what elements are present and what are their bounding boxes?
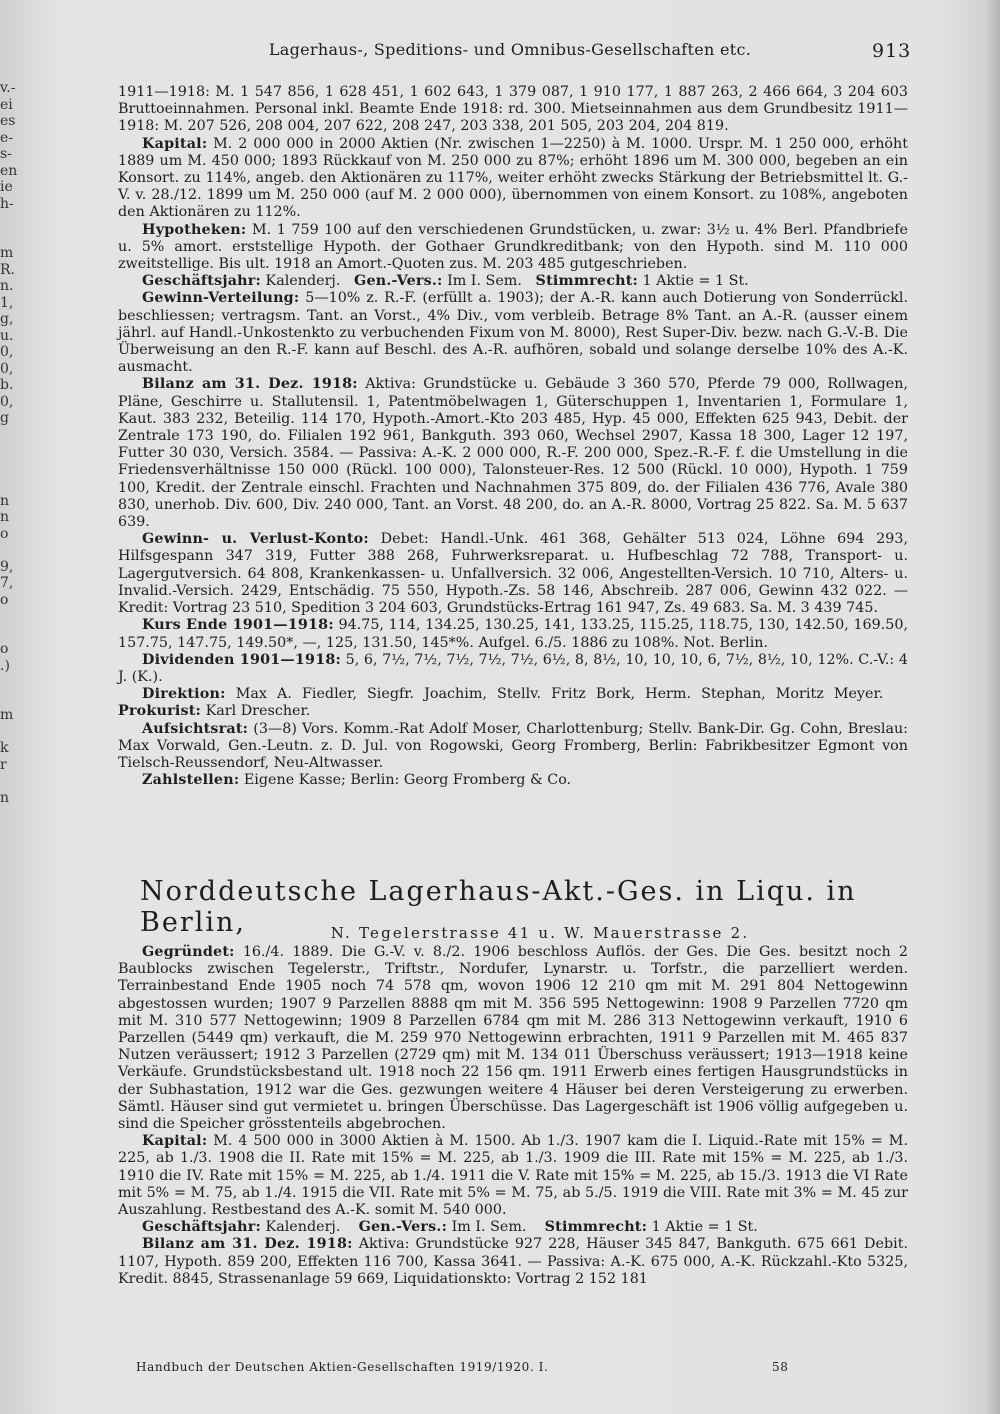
dividenden-paragraph — [118, 652, 908, 686]
sr-label: Stimmrecht: — [535, 273, 638, 290]
margin-fragment — [0, 691, 30, 708]
bilanz-label: Bilanz am 31. Dez. 1918: — [142, 376, 358, 393]
guv-paragraph — [118, 531, 908, 617]
margin-fragment: 1, — [0, 294, 14, 311]
bilanz-text: Aktiva: Grundstücke u. Gebäude 3 360 570, Pferde 79 000, Rollwagen, Pläne, Geschirre u. Stallutensil. 1, Patentmöbelwagen 1, Güterschuppen 1, Inventarien 1, Formulare 1, Kaut. 383 232, Beteilig. 114 170, Hypoth.-Amort.-Kto 203 485, Hyp. 45 000, Effekten 625 943, Debit. der Zentrale 173 190, do. Filialen 192 961, Bankguth. 393 060, Wechsel 2907, Kassa 18 300, Lager 12 197, Futter 30 030, Versich. 3584. — Passiva: A.-K. 2 000 000, R.-F. 200 000, Spez.-R.-F. f. die Umstellung in die Friedensverhältnisse 150 000 (Rückl. 100 000), Talonsteuer-Res. 12 500 (Rückl. 10 000), Hypoth. 1 759 100, Kredit. der Zentrale einschl. Frachten und Nachnahmen 375 809, do. der Filialen 436 776, Avale 380 830, unerhob. Div. 600, Div. 240 000, Tant. an Vorst. 48 200, do. an A.-R. 8000, Vortrag 25 822. Sa. M. 5 637 639. — [118, 376, 908, 531]
gj-text: Kalenderj. — [265, 273, 341, 290]
kapital2-label: Kapital: — [142, 1133, 208, 1150]
margin-fragment: s- — [0, 146, 12, 162]
gegr-text: 16./4. 1889. Die G.-V. v. 8./2. 1906 beschloss Auflös. der Ges. Die Ges. besitzt noch 2 Baublocks zwischen Tegelerstr., Triftstr., Nordufer, Lynarstr. u. Torfstr., die parzelliert werden. Terrainbestand Ende 1905 noch 74 578 qm, wovon 1906 12 210 qm mit M. 291 804 Nettogewinn abgestossen wurden; 1907 9 Parzellen 8888 qm mit M. 356 595 Nettogewinn: 1908 9 Parzellen 7720 qm mit M. 310 577 Nettogewinn; 1909 8 Parzellen 6784 qm mit M. 286 313 Nettogewinn verkauft, 1910 6 Parzellen (5449 qm) verkauft, die M. 259 970 Nettogewinn erbrachten, 1911 9 Parzellen mit M. 465 837 Nutzen veräussert; 1912 3 Parzellen (2729 qm) mit M. 134 011 Überschuss veräussert; 1913—1918 keine Verkäufe. Grundstücksbestand ult. 1918 noch 22 156 qm. 1911 Erwerb eines fertigen Hausgrundstücks in der Subhastation, 1912 war die Ges. gezwungen weitere 4 Häuser bei deren Versteigerung zu erwerben. Sämtl. Häuser sind gut vermietet u. bringen Überschüsse. Das Lagergeschäft ist 1906 völlig aufgegeben u. sind die Speicher grösstenteils abgebrochen. — [118, 944, 909, 1133]
kapital-label: Kapital: — [142, 135, 208, 152]
margin-fragment: n — [0, 509, 10, 525]
div-label: Dividenden 1901—1918: — [142, 651, 341, 668]
margin-fragment: k — [0, 740, 9, 756]
margin-fragment: m — [0, 707, 14, 723]
entry-second-company — [118, 944, 908, 1288]
margin-fragment — [0, 608, 30, 625]
kurs-text: 94.75, 114, 134.25, 130.25, 141, 133.25, 115.25, 118.75, 130, 142.50, 169.50, 157.75, 147.75, 149.50*, —, 125, 131.50, 145*%. Aufgel. 6./5. 1886 zu 108%. Not. Berlin. — [118, 617, 909, 651]
gj-label: Geschäftsjahr: — [142, 273, 261, 290]
margin-fragment: o — [0, 641, 9, 657]
margin-fragment: v.- — [0, 80, 16, 96]
margin-fragment: 9, — [0, 558, 14, 575]
hypotheken-label: Hypotheken: — [142, 221, 247, 238]
aufsichtsrat-paragraph — [118, 721, 908, 773]
company-title: Norddeutsche Lagerhaus-Akt.-Ges. in Liqu. in Berlin, — [140, 876, 857, 938]
margin-fragment — [0, 724, 30, 741]
margin-fragment: r — [0, 756, 7, 773]
gj2-text: Kalenderj. — [265, 1219, 341, 1236]
direktion-label: Direktion: — [142, 686, 226, 703]
direktion-text: Max A. Fiedler, Siegfr. Joachim, Stellv. Fritz Bork, Herm. Stephan, Moritz Meyer. — [235, 686, 884, 703]
margin-fragment: e- — [0, 129, 14, 146]
margin-fragment — [0, 542, 30, 559]
margin-fragment: 0, — [0, 360, 14, 377]
kapital2-text: M. 4 500 000 in 3000 Aktien à M. 1500. Ab 1./3. 1907 kam die I. Liquid.-Rate mit 15% = M. 225, ab 1./3. 1908 die II. Rate mit 15% = M. 225, ab 1./3. 1909 die III. Rate mit 15% = M. 225, ab 1./3. 1910 die IV. Rate mit 15% = M. 225, ab 1./4. 1911 die V. Rate mit 15% = M. 225, ab 15./3. 1913 die VI Rate mit 5% = M. 75, ab 1./4. 1915 die VII. Rate mit 5% = M. 75, ab 5./5. 1919 die VIII. Rate mit 3% = M. 45 zur Auszahlung. Restbestand des A.-K. somit M. 540 000. — [118, 1133, 908, 1219]
bilanz2-paragraph — [118, 1236, 908, 1288]
margin-fragment: h- — [0, 195, 14, 212]
page-footer — [136, 1360, 836, 1374]
margin-fragment — [0, 674, 30, 691]
gv2-text: Im I. Sem. — [451, 1219, 527, 1236]
gewinnvert-text: 5—10% z. R.-F. (erfüllt a. 1903); der A.-R. kann auch Dotierung von Sonderrückl. beschliessen; vertragsm. Tant. an Vorst., 4% Div., vom verbleib. Betrage 8% Tant. an A.-R. (ausser einem jährl. auf Handl.-Unkostenkto zu verbuchenden Fixum von M. 8000), Rest Super-Div. bezw. nach G.-V.-B. Die Überweisung an den R.-F. kann auf Beschl. des A.-R. aufhören, sobald und solange derselbe 10% des A.-K. ausmacht. — [118, 290, 908, 376]
margin-fragment: .) — [0, 657, 10, 674]
gv2-label: Gen.-Vers.: — [358, 1219, 448, 1236]
bilanz2-label: Bilanz am 31. Dez. 1918: — [142, 1236, 353, 1253]
margin-fragment — [0, 212, 30, 229]
page-edge-shadow — [986, 0, 1000, 1414]
page-number: 913 — [872, 40, 912, 62]
margin-fragment: 0, — [0, 393, 14, 410]
margin-fragment: n. — [0, 278, 14, 294]
gj2-label: Geschäftsjahr: — [142, 1219, 261, 1236]
gv-text: Im I. Sem. — [447, 273, 522, 290]
zahl-text: Eigene Kasse; Berlin: Georg Fromberg & Co. — [243, 772, 572, 789]
revenue-paragraph: 1911—1918: M. 1 547 856, 1 628 451, 1 602 643, 1 379 087, 1 910 177, 1 887 263, 2 466 664, 3 204 603 Bruttoeinnahmen. Personal inkl. Beamte Ende 1918: rd. 300. Mietseinnahmen aus dem Grundbesitz 1911—1918: M. 207 526, 208 004, 207 622, 208 247, 203 338, 201 505, 203 204, 204 819. — [118, 84, 908, 135]
hypotheken-paragraph — [118, 222, 908, 274]
margin-fragment: R. — [0, 261, 15, 278]
bilanz2-text: Aktiva: Grundstücke 927 228, Häuser 345 847, Bankguth. 675 661 Debit. 1107, Hypoth. 859 200, Effekten 116 700, Kassa 3641. — Passiva: A.-K. 675 000, A.-K. Rückzahl.-Kto 5325, Kredit. 8845, Strassenanlage 59 669, Liquidationskto: Vortrag 2 152 181 — [118, 1236, 908, 1287]
signature-mark: 58 — [772, 1360, 789, 1374]
running-title: Lagerhaus-, Speditions- und Omnibus-Gesellschaften etc. — [268, 40, 752, 59]
guv-label: Gewinn- u. Verlust-Konto: — [142, 531, 369, 548]
zahlstellen-paragraph — [118, 772, 908, 789]
div-text: 5, 6, 7½, 7½, 7½, 7½, 7½, 6½, 8, 8½, 10, 10, 10, 6, 7½, 8½, 10, 12%. C.-V.: 4 J. (K.). — [118, 651, 908, 685]
sr2-label: Stimmrecht: — [544, 1219, 648, 1236]
kapital2-paragraph — [118, 1133, 908, 1219]
sr-text: 1 Aktie = 1 St. — [642, 273, 749, 290]
footer-text: Handbuch der Deutschen Aktien-Gesellschaften 1919/1920. I. — [136, 1360, 549, 1374]
margin-fragment: ei — [0, 96, 13, 113]
margin-fragment — [0, 625, 30, 642]
margin-fragment: o — [0, 525, 9, 542]
margin-fragment: n — [0, 492, 10, 509]
gegr-label: Gegründet: — [142, 944, 235, 960]
ar-label: Aufsichtsrat: — [142, 720, 249, 737]
margin-fragment — [0, 229, 30, 246]
margin-fragment: g, — [0, 311, 14, 327]
zahl-label: Zahlstellen: — [142, 772, 240, 789]
direktion-paragraph — [118, 686, 908, 720]
margin-fragment: g — [0, 410, 9, 426]
geschaeftsjahr2-paragraph — [118, 1219, 908, 1236]
margin-fragment — [0, 460, 30, 477]
left-margin-fragments — [0, 80, 30, 806]
kurs-paragraph — [118, 617, 908, 651]
entry-first-company — [118, 84, 908, 789]
sr2-text: 1 Aktie = 1 St. — [651, 1219, 758, 1236]
kapital-text: M. 2 000 000 in 2000 Aktien (Nr. zwischen 1—2250) à M. 1000. Urspr. M. 1 250 000, erhöht 1889 um M. 450 000; 1893 Rückkauf von M. 250 000 zu 87%; erhöht 1896 um M. 300 000, begeben an ein Konsort. zu 114%, angeb. den Aktionären zu 117%, weiter erhöht zwecks Stärkung der Betriebsmittel lt. G.-V. v. 28./12. 1899 um M. 250 000 (auf M. 2 000 000), übernommen von einem Konsort. zu 108%, angeboten den Aktionären zu 112%. — [118, 135, 908, 221]
geschaeftsjahr-paragraph — [118, 273, 908, 290]
margin-fragment: m — [0, 245, 14, 261]
margin-fragment: o — [0, 591, 9, 608]
prokurist-label: Prokurist: — [118, 703, 202, 720]
margin-fragment: ie — [0, 179, 13, 195]
margin-fragment — [0, 773, 30, 790]
prokurist-text: Karl Drescher. — [205, 703, 311, 720]
margin-fragment — [0, 427, 30, 444]
gewinnverteilung-paragraph — [118, 290, 908, 376]
margin-fragment: u. — [0, 327, 14, 344]
bilanz-paragraph — [118, 376, 908, 531]
gewinnvert-label: Gewinn-Verteilung: — [142, 290, 300, 307]
company-address: N. Tegelerstrasse 41 u. W. Mauerstrasse 2. — [330, 924, 750, 942]
margin-fragment: 7, — [0, 575, 14, 591]
kurs-label: Kurs Ende 1901—1918: — [142, 617, 334, 634]
gegruendet-paragraph — [118, 944, 908, 1133]
margin-fragment — [0, 443, 30, 460]
kapital-paragraph — [118, 136, 908, 222]
ar-text: (3—8) Vors. Komm.-Rat Adolf Moser, Charlottenburg; Stellv. Bank-Dir. Gg. Cohn, Breslau: Max Vorwald, Gen.-Leutn. z. D. Jul. von Rogowski, Georg Fromberg, Berlin: Fabrikbesitzer Egmont von Tielsch-Reussendorf, Neu-Altwasser. — [118, 720, 908, 771]
margin-fragment — [0, 476, 30, 493]
margin-fragment: es — [0, 113, 16, 129]
margin-fragment: 0, — [0, 344, 14, 360]
guv-text: Debet: Handl.-Unk. 461 368, Gehälter 513 024, Löhne 694 293, Hilfsgespann 347 319, Futter 388 268, Fuhrwerksreparat. u. Hufbeschlag 72 788, Transport- u. Lagergutversich. 64 808, Krankenkassen- u. Unfallversich. 32 006, Angestellten-Versich. 10 710, Alters- u. Invalid.-Versich. 2429, Entschädig. 75 550, Hypoth.-Zs. 58 146, Abschreib. 287 006, Gewinn 432 022. — Kredit: Vortrag 23 510, Spedition 3 204 603, Grundstücks-Ertrag 161 947, Zs. 49 683. Sa. M. 3 439 745. — [118, 531, 909, 617]
hypotheken-text: M. 1 759 100 auf den verschiedenen Grundstücken, u. zwar: 3½ u. 4% Berl. Pfandbriefe u. 5% amort. erststellige Hypoth. der Gothaer Grundkreditbank; von den Hypoth. sind M. 110 000 zweitstellige. Bis ult. 1918 an Amort.-Quoten zus. M. 203 485 gutgeschrieben. — [118, 221, 909, 273]
gv-label: Gen.-Vers.: — [354, 273, 443, 290]
margin-fragment: b. — [0, 377, 14, 393]
margin-fragment: n — [0, 789, 10, 806]
margin-fragment: en — [0, 162, 18, 179]
